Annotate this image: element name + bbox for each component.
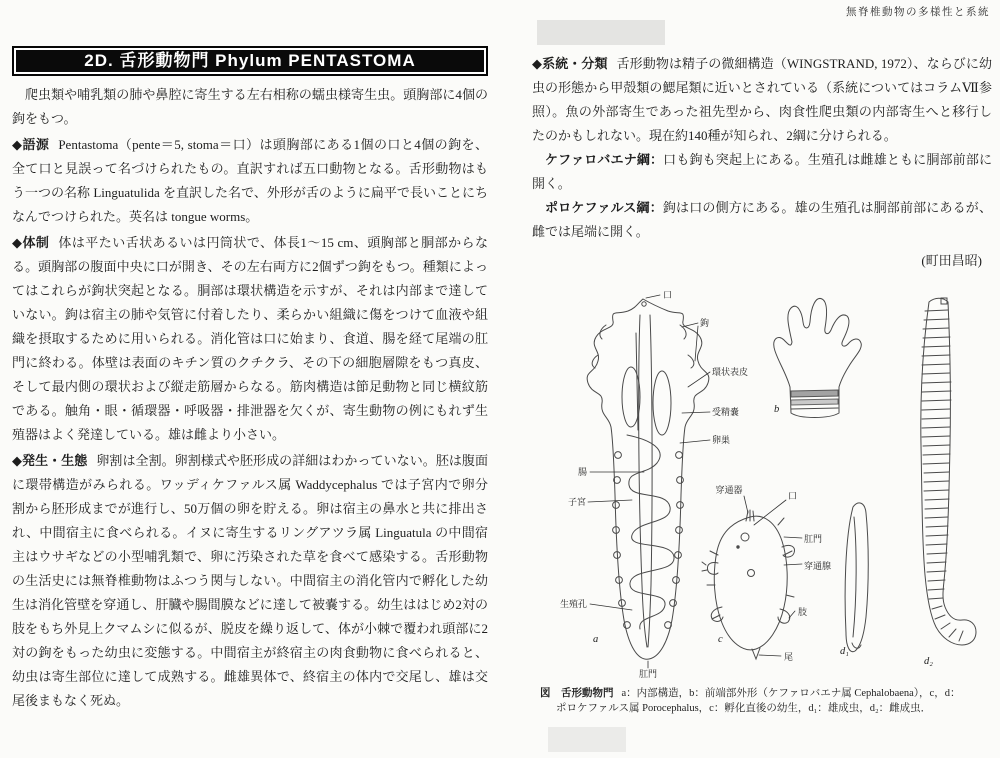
label-seminal-receptacle: 受精嚢: [712, 407, 740, 417]
body-plan-heading: ◆体制: [12, 235, 50, 250]
label-letter-d2: d₂: [924, 656, 933, 667]
label-mouth-a: 口: [663, 290, 673, 300]
figure-b-wrist-band-dark: [791, 390, 838, 397]
label-genital-pore: 生殖孔: [560, 599, 588, 609]
figure-d1-male: [840, 503, 868, 657]
class-porocephalida-paragraph: [532, 196, 992, 244]
etymology-body: Pentastoma（pente＝5, stoma＝口）は頭胸部にある1個の口と4個の鉤を、全て口と見誤って名づけられたもの。直訳すれば五口動物となる。舌形動物はもう一つの名称 Linguatulida を直訳した名で、外形が舌のように扁平で長いことにちなんでつけられた。英名は tongue worms。: [12, 137, 488, 224]
etymology-heading: ◆語源: [12, 137, 50, 152]
blurred-block-bottom: [548, 727, 626, 752]
label-letter-c: c: [718, 634, 723, 645]
left-column: [12, 46, 488, 713]
label-annular-cuticle: 環状表皮: [712, 367, 749, 377]
phylogeny-body: 舌形動物は精子の微細構造（WINGSTRAND, 1972）、ならびに幼虫の形態から甲殻類の鰓尾類に近いとされている（系統についてはコラムⅦ参照）。魚の外部寄生であった祖先型から、肉食性爬虫類の内部寄生へと移行したのかもしれない。現在約140種が知られ、2綱に分けられる。: [532, 56, 992, 143]
figure-caption-head: 図 舌形動物門: [540, 687, 614, 699]
label-intestine: 腸: [578, 467, 588, 477]
blurred-block-top: [537, 20, 665, 45]
phylogeny-heading: ◆系統・分類: [532, 56, 608, 71]
figure-caption-line2: ポロケファルス属 Porocephalus，c：孵化直後の幼生，d₁：雄成虫，d₂：雌成虫．: [556, 703, 932, 714]
figure-caption: [540, 686, 992, 716]
right-column: [532, 52, 992, 273]
figure-caption-line1: a：内部構造，b：前端部外形（ケファロバエナ属 Cephalobaena），c，d：: [621, 688, 961, 699]
label-hooks: 鉤: [700, 318, 710, 328]
development-paragraph: [12, 449, 488, 713]
label-penetration-gland: 穿通腺: [804, 561, 832, 571]
class-porocephalida-name: ポロケファルス綱：: [545, 200, 663, 215]
phylogeny-paragraph: [532, 52, 992, 148]
development-body: 卵割は全割。卵割様式や胚形成の詳細はわかっていない。胚は腹面に環帯構造がみられる。ワッディケファルス属 Waddycephalus では子宮内で卵分割から胚形成までが進行し、50万個の卵を貯える。卵は宿主の鼻水と共に排出され、中間宿主に食べられる。イヌに寄生するリングアツラ属 Linguatula の中間宿主はウサギなどの小型哺乳類で、卵に汚染された草を食べて感染する。舌形動物の生活史には無脊椎動物はふつう関与しない。中間宿主の消化管内で孵化した幼生は消化管壁を穿通し、肝臓や腸間膜などに達して被嚢する。幼生ははじめ2対の肢をもち外見上クマムシに似るが、脱皮を繰り返して、体が小棘で覆われ頭部に2対の鉤をもった幼虫に変態する。中間宿主が終宿主の肉食動物に食べられると、幼虫は寄生部位に達して成熟する。雌雄異体で、終宿主の体内で交尾し、雄は交尾後まもなく死ぬ。: [12, 453, 488, 708]
author-credit: (町田昌昭): [921, 253, 982, 268]
figure-a-outline: [587, 299, 709, 659]
body-plan-paragraph: [12, 231, 488, 447]
label-letter-a: a: [593, 634, 599, 645]
figure-d2-female: [921, 298, 976, 667]
figure-b-anterior-end: [774, 298, 861, 417]
label-tail: 尾: [784, 652, 794, 662]
class-cephalobaenida-name: ケファロバエナ綱：: [545, 152, 664, 167]
figure-c-dot: [737, 546, 739, 548]
label-ovary: 卵巣: [712, 435, 731, 445]
section-title-bar: [12, 46, 488, 76]
label-anus-c: 肛門: [804, 534, 823, 544]
figure-b-wrist-band-light: [791, 399, 838, 405]
figure-d1-outline: [845, 503, 868, 652]
label-anus-a: 肛門: [639, 669, 658, 679]
anatomy-figure: [532, 285, 992, 680]
class-porocephalida-body: 鉤は口の側方にある。雄の生殖孔は胴部前部にあるが、雌では尾端に開く。: [532, 200, 992, 239]
label-penetrator: 穿通器: [715, 485, 743, 495]
label-uterus: 子宮: [568, 497, 587, 507]
intro-paragraph: 爬虫類や哺乳類の肺や鼻腔に寄生する左右相称の蠕虫様寄生虫。頭胸部に4個の鉤をもつ。: [12, 87, 488, 126]
figure-c-outline: [714, 516, 787, 650]
label-mouth-c: 口: [788, 491, 798, 501]
class-cephalobaenida-paragraph: [532, 148, 992, 196]
class-cephalobaenida-body: 口も鉤も突起上にある。生殖孔は雌雄ともに胴部前部に開く。: [532, 152, 992, 191]
etymology-paragraph: [12, 133, 488, 229]
figure-c-larva: [702, 484, 831, 662]
running-header: 無脊椎動物の多様性と系統: [846, 7, 990, 18]
section-title: 2D. 舌形動物門 Phylum PENTASTOMA: [16, 50, 484, 72]
label-leg: 肢: [798, 607, 808, 617]
development-heading: ◆発生・生態: [12, 453, 88, 468]
label-letter-b: b: [774, 404, 780, 415]
body-plan-body: 体は平たい舌状あるいは円筒状で、体長1～15 cm、頭胸部と胴部からなる。頭胸部の腹面中央に口が開き、その左右両方に2個ずつ鉤をもつ。種類によってはこれらが鉤状突起となる。胴部は環状構造を示すが、それは内部まで達していない。鉤は宿主の肺や気管に付着したり、柔らかい組織に傷をつけて血液や組織を摂取するために用いられる。消化管は口に始まり、食道、腸を経て尾端の肛門に終わる。体壁は表面のキチン質のクチクラ、その下の細胞層隙をもつ真皮、そして最内側の環状および縦走筋層からなる。筋肉構造は節足動物と同じ横紋筋である。触角・眼・循環器・呼吸器・排泄器を欠くが、寄生動物の例にもれず生殖器はよく発達している。雄は雌より小さい。: [12, 235, 489, 442]
label-letter-d1: d₁: [840, 646, 849, 657]
